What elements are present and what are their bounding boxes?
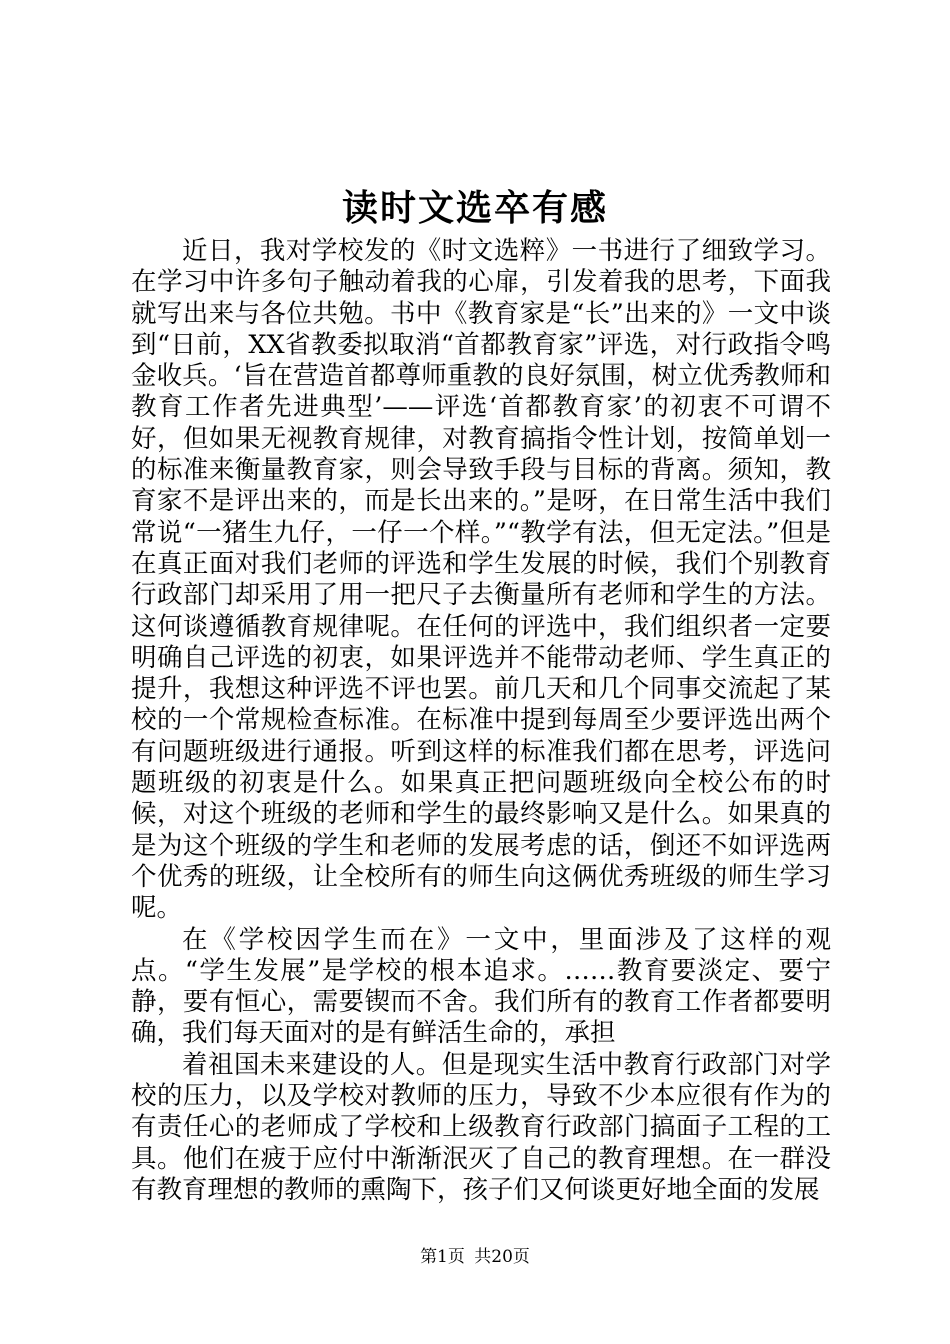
page-total: 共20页 xyxy=(474,1247,530,1267)
paragraph-1: 近日，我对学校发的《时文选粹》一书进行了细致学习。在学习中许多句子触动着我的心扉，引发着我的思考，下面我就写出来与各位共勉。书中《教育家是“长”出来的》一文中谈到“日前，XX省教委拟取消“首都教育家”评选，对行政指令鸣金收兵。‘旨在营造首都尊师重教的良好氛围，树立优秀教师和教育工作者先进典型’——评选‘首都教育家’的初衷不可谓不好，但如果无视教育规律，对教育搞指令性计划，按简单划一的标准来衡量教育家，则会导致手段与目标的背离。须知，教育家不是评出来的，而是长出来的。”是呀，在日常生活中我们常说“一猪生九仔，一仔一个样。”“教学有法，但无定法。”但是在真正面对我们老师的评选和学生发展的时候，我们个别教育行政部门却采用了用一把尺子去衡量所有老师和学生的方法。这何谈遵循教育规律呢。在任何的评选中，我们组织者一定要明确自己评选的初衷，如果评选并不能带动老师、学生真正的提升，我想这种评选不评也罢。前几天和几个同事交流起了某校的一个常规检查标准。在标准中提到每周至少要评选出两个有问题班级进行通报。听到这样的标准我们都在思考，评选问题班级的初衷是什么。如果真正把问题班级向全校公布的时候，对这个班级的老师和学生的最终影响又是什么。如果真的是为这个班级的学生和老师的发展考虑的话，倒还不如评选两个优秀的班级，让全校所有的师生向这俩优秀班级的师生学习呢。 xyxy=(131,236,831,924)
page-footer xyxy=(0,1246,950,1268)
document-title: 读时文选卒有感 xyxy=(341,187,608,229)
paragraph-3: 着祖国未来建设的人。但是现实生活中教育行政部门对学校的压力，以及学校对教师的压力，导致不少本应很有作为的有责任心的老师成了学校和上级教育行政部门搞面子工程的工具。他们在疲于应付中渐渐泯灭了自己的教育理想。在一群没有教育理想的教师的熏陶下，孩子们又何谈更好地全面的发展 xyxy=(131,1049,831,1205)
page-number: 第1页 xyxy=(420,1247,465,1267)
document-body xyxy=(131,236,831,1206)
paragraph-2: 在《学校因学生而在》一文中，里面涉及了这样的观点。“学生发展”是学校的根本追求。……教育要淡定、要宁静，要有恒心，需要锲而不舍。我们所有的教育工作者都要明确，我们每天面对的是有鲜活生命的，承担 xyxy=(131,924,831,1049)
